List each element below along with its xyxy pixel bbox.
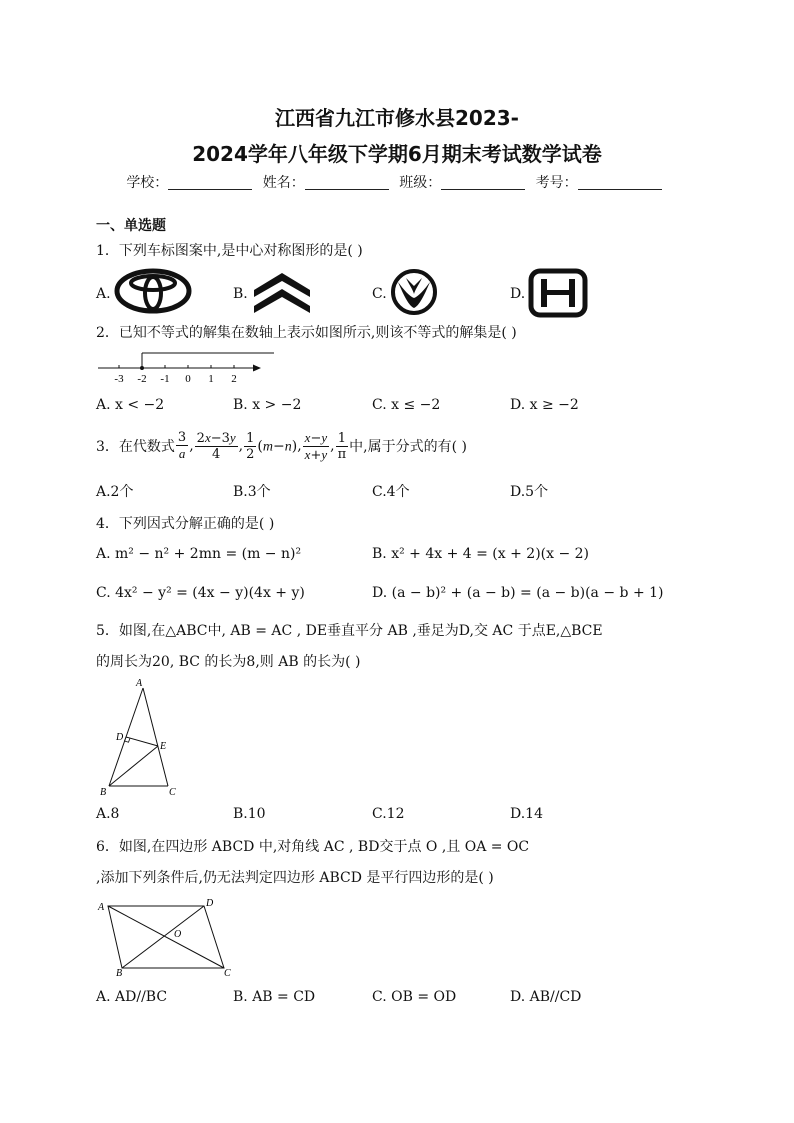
point-o-label: O	[174, 929, 182, 940]
q5-option-b: B.10	[233, 806, 266, 822]
q3-expression-3: $\frac{1}{2}$ (m−n)	[246, 430, 298, 462]
q4-option-a: A. m² − n² + 2mn = (m − n)²	[96, 546, 302, 562]
point-c-label: C	[224, 968, 231, 978]
q3-stem-suffix: 中,属于分式的有( )	[349, 439, 467, 455]
dongfeng-logo-icon	[389, 268, 439, 316]
section-heading: 一、单选题	[96, 218, 166, 234]
student-info-row	[0, 172, 794, 192]
name-label: 姓名：	[262, 175, 305, 191]
q2-stem: 2．已知不等式的解集在数轴上表示如图所示,则该不等式的解集是( )	[96, 325, 517, 341]
q4-option-b: B. x² + 4x + 4 = (x + 2)(x − 2)	[372, 546, 590, 562]
q4-option-c: C. 4x² − y² = (4x − y)(4x + y)	[96, 585, 305, 601]
citroen-logo-icon	[252, 270, 312, 314]
q6-option-b: B. AB = CD	[233, 989, 316, 1005]
class-label: 班级：	[399, 175, 442, 191]
triangle-figure	[96, 676, 186, 798]
number-line-tick-label: -3	[114, 373, 124, 385]
class-blank	[441, 175, 525, 190]
q4-stem: 4．下列因式分解正确的是( )	[96, 516, 275, 532]
q2-option-d: D. x ≥ −2	[510, 397, 579, 413]
q6-stem-line-2: ,添加下列条件后,仍无法判定四边形 ABCD 是平行四边形的是( )	[96, 870, 494, 886]
q4-option-d: D. (a − b)² + (a − b) = (a − b)(a − b + 1)	[372, 585, 664, 601]
q3-option-b: B.3个	[233, 484, 271, 500]
q1-option-b-label: B.	[233, 286, 248, 302]
school-label: 学校：	[126, 175, 169, 191]
q3-stem: 3．在代数式 $\frac{3}{a}$ , $\frac{2x-3y}{4}$ , $\frac{1}{2}$ (m−n) , $\frac{x-y}{x+y}$ , $\frac{1}{\pi}$ 中,属于分式的有( )	[96, 429, 467, 463]
toyota-logo-icon	[114, 268, 192, 314]
q6-option-d: D. AB//CD	[510, 989, 582, 1005]
point-d-label: D	[206, 898, 214, 909]
point-e-label: E	[160, 741, 167, 752]
q3-option-c: C.4个	[372, 484, 410, 500]
number-line-tick-label: -2	[137, 373, 147, 385]
q2-option-b: B. x > −2	[233, 397, 302, 413]
q1-option-a-label: A.	[96, 286, 111, 302]
q3-expression-1: $\frac{3}{a}$	[177, 430, 187, 461]
point-c-label: C	[169, 787, 176, 798]
q2-option-a: A. x < −2	[96, 397, 165, 413]
q5-option-d: D.14	[510, 806, 543, 822]
q3-option-d: D.5个	[510, 484, 549, 500]
q2-option-c: C. x ≤ −2	[372, 397, 441, 413]
q3-option-a: A.2个	[96, 484, 134, 500]
point-d-label: D	[116, 732, 124, 743]
point-a-label: A	[98, 902, 105, 913]
q5-option-a: A.8	[96, 806, 120, 822]
number-line-tick-label: 1	[208, 373, 214, 385]
title-line-2: 2024学年八年级下学期6月期末考试数学试卷	[192, 142, 602, 166]
q5-option-c: C.12	[372, 806, 405, 822]
exam-number-label: 考号：	[535, 175, 578, 191]
q6-option-a: A. AD//BC	[96, 989, 168, 1005]
school-blank	[168, 175, 252, 190]
point-b-label: B	[116, 968, 123, 978]
q6-option-c: C. OB = OD	[372, 989, 457, 1005]
parallelogram-figure	[96, 896, 238, 978]
number-line-tick-label: 0	[185, 373, 191, 385]
exam-number-blank	[578, 175, 662, 190]
name-blank	[305, 175, 389, 190]
q3-expression-5: $\frac{1}{\pi}$	[337, 430, 347, 462]
point-b-label: B	[100, 787, 107, 798]
q3-expression-4: $\frac{x-y}{x+y}$	[304, 429, 328, 463]
q1-option-c-label: C.	[372, 286, 387, 302]
honda-logo-icon	[528, 268, 588, 318]
q1-stem: 1．下列车标图案中,是中心对称图形的是( )	[96, 243, 363, 259]
q6-stem-line-1: 6．如图,在四边形 ABCD 中,对角线 AC , BD交于点 O ,且 OA = OC	[96, 839, 530, 855]
number-line-tick-label: -1	[160, 373, 170, 385]
q3-expression-2: $\frac{2x-3y}{4}$	[196, 430, 236, 462]
q3-stem-prefix: 3．在代数式	[96, 439, 175, 455]
number-line	[96, 348, 276, 390]
q5-stem-line-2: 的周长为20, BC 的长为8,则 AB 的长为( )	[96, 654, 361, 670]
point-a-label: A	[136, 678, 143, 689]
title-line-1: 江西省九江市修水县2023-	[275, 106, 519, 130]
q5-stem-line-1: 5．如图,在△ABC中, AB = AC , DE垂直平分 AB ,垂足为D,交 AC 于点E,△BCE	[96, 623, 603, 639]
number-line-tick-label: 2	[231, 373, 237, 385]
q1-option-d-label: D.	[510, 286, 526, 302]
